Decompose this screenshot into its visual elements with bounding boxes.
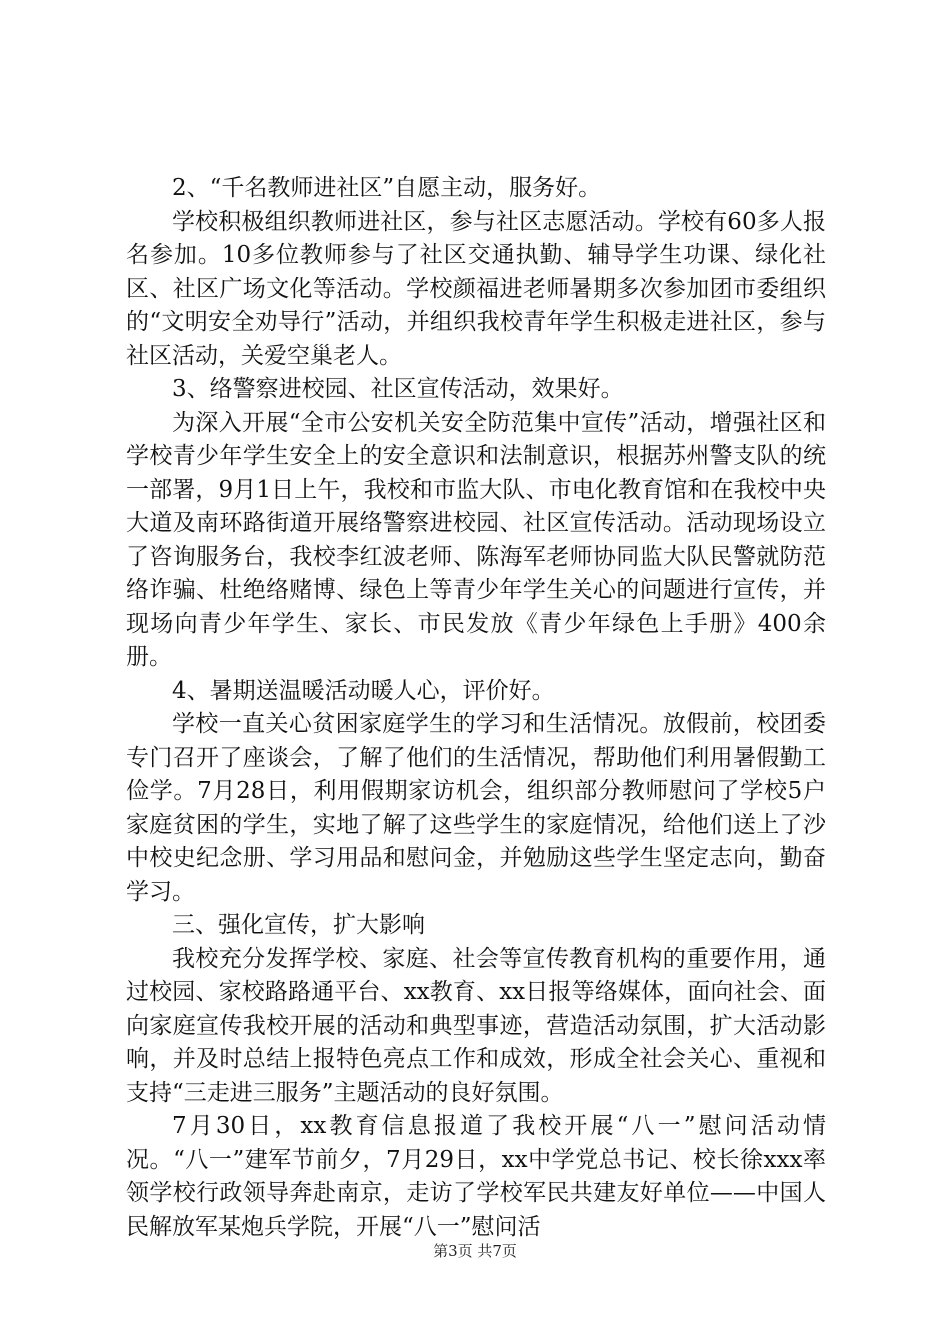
section-heading-publicity: 三、强化宣传，扩大影响 [172, 912, 425, 938]
paragraph-poor-students: 学校一直关心贫困家庭学生的学习和生活情况。放假前，校团委专门召开了座谈会，了解了他们的生活情况，帮助他们利用暑假勤工俭学。7月28日，利用假期家访机会，组织部分教师慰问了学校5户家庭贫困的学生，实地了解了这些学生的家庭情况，给他们送上了沙中校史纪念册、学习用品和慰问金，并勉励这些学生坚定志向，勤奋学习。 [126, 711, 826, 905]
document-body [126, 172, 826, 1244]
paragraph-bayi-visit: 7月30日，xx教育信息报道了我校开展“八一”慰问活动情况。“八一”建军节前夕，7月29日，xx中学党总书记、校长徐xxx率领学校行政领导奔赴南京，走访了学校军民共建友好单位——中国人民解放军某炮兵学院，开展“八一”慰问活 [126, 1113, 826, 1240]
page-footer: 第3页 共7页 [433, 1242, 517, 1260]
paragraph-safety-campaign: 为深入开展“全市公安机关安全防范集中宣传”活动，增强社区和学校青少年学生安全上的安全意识和法制意识，根据苏州警支队的统一部署，9月1日上午，我校和市监大队、市电化教育馆和在我校中央大道及南环路街道开展络警察进校园、社区宣传活动。活动现场设立了咨询服务台，我校李红波老师、陈海军老师协同监大队民警就防范络诈骗、杜绝络赌博、绿色上等青少年学生关心的问题进行宣传，并现场向青少年学生、家长、市民发放《青少年绿色上手册》400余册。 [126, 409, 826, 670]
paragraph-community-volunteers: 学校积极组织教师进社区，参与社区志愿活动。学校有60多人报名参加。10多位教师参与了社区交通执勤、辅导学生功课、绿化社区、社区广场文化等活动。学校颜福进老师暑期多次参加团市委组织的“文明安全劝导行”活动，并组织我校青年学生积极走进社区，参与社区活动，关爱空巢老人。 [126, 208, 826, 369]
section-heading-community-teachers: 2、“千名教师进社区”自愿主动，服务好。 [172, 175, 602, 201]
section-heading-summer-warmth: 4、暑期送温暖活动暖人心，评价好。 [172, 677, 555, 704]
paragraph-media-publicity: 我校充分发挥学校、家庭、社会等宣传教育机构的重要作用，通过校园、家校路路通平台、xx教育、xx日报等络媒体，面向社会、面向家庭宣传我校开展的活动和典型事迹，营造活动氛围，扩大活动影响，并及时总结上报特色亮点工作和成效，形成全社会关心、重视和支持“三走进三服务”主题活动的良好氛围。 [126, 945, 826, 1106]
section-heading-police-campus: 3、络警察进校园、社区宣传活动，效果好。 [172, 376, 624, 402]
